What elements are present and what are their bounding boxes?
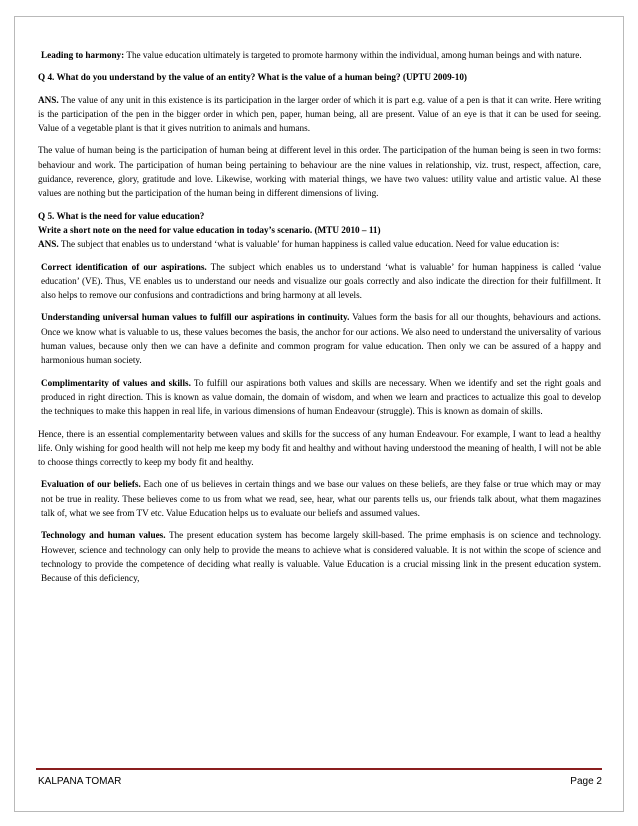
body-text: The value of any unit in this existence is its participation in the larger order of which it is part e.g. value of a pen is that it can write. Here writing is the participation of the pen in the bigger order in which pen, paper, human being, all are present. Value of an eye is that it can be used for seeing. Value of a vegetable plant is that it gives nutrition to animals and humans.	[38, 94, 601, 134]
paragraph-correct-identification	[38, 260, 601, 303]
lead-text: Leading to harmony:	[41, 50, 125, 60]
lead-text: Evaluation of our beliefs.	[41, 479, 141, 490]
lead-text: Correct identification of our aspirations.	[41, 261, 207, 272]
paragraph-evaluation-beliefs	[38, 477, 601, 520]
ans-label: ANS.	[38, 239, 59, 250]
question-5-subheading: Write a short note on the need for value education in today’s scenario. (MTU 2010 – 11)	[38, 224, 381, 235]
footer-rule	[36, 768, 602, 770]
question-5-block	[38, 209, 601, 252]
body-text: The subject which enables us to understand ‘what is valuable’ for human happiness is called ‘value education’ (VE). Thus, VE enables us to understand our needs and visualize our goals correctly and also indicate the direction for their fulfillment. It also helps to remove our confusions and contradictions and bring harmony at all levels.	[41, 261, 601, 301]
ans-label: ANS.	[38, 94, 59, 105]
answer-4-paragraph-2: The value of human being is the participation of human being at different level in this order. The participation of the human being is seen in two forms: behaviour and work. The participation of human being pertaining to behaviour are the nine values in relationship, viz. trust, respect, affection, care, guidance, reverence, glory, gratitude and love. Likewise, working with material things, we have two values: utility value and artistic value. Al these values are nothing but the participation of the human being in different dimensions of living.	[38, 145, 601, 199]
paragraph-technology-values	[38, 528, 601, 585]
body-text: The present education system has become largely skill-based. The prime emphasis is on science and technology. However, science and technology can only help to provide the means to achieve what is considered valuable. It is not within the scope of science and technology to provide the competence of deciding what really is valuable. Value Education is a crucial missing link in the present education system. Because of this deficiency,	[41, 530, 601, 584]
footer-author: KALPANA TOMAR	[38, 776, 122, 787]
lead-text: Complimentarity of values and skills.	[41, 377, 191, 388]
page-number: Page 2	[570, 776, 602, 787]
answer-4-paragraph-1	[38, 93, 601, 136]
body-text: The subject that enables us to understand ‘what is valuable’ for human happiness is called value education. Need for value education is:	[58, 239, 560, 250]
body-text: Values form the basis for all our thoughts, behaviours and actions. Once we know what is valuable to us, these values becomes the basis, the anchor for our actions. We also need to understand the universality of various human values, because only then we can have a definite and common program for value education. Then only we can be assured of a happy and harmonious human society.	[41, 312, 601, 366]
lead-text: Technology and human values.	[41, 530, 166, 541]
lead-text: Understanding universal human values to fulfill our aspirations in continuity.	[41, 312, 350, 323]
document-body	[38, 48, 601, 594]
paragraph-complementarity-example: Hence, there is an essential complementarity between values and skills for the success of any human Endeavour. For example, I want to lead a healthy life. Only wishing for good health will not help me keep my body fit and healthy and without having understood the meaning of health, I will not be able to choose things correctly to keep my body fit and healthy.	[38, 428, 601, 468]
question-4-heading: Q 4. What do you understand by the value of an entity? What is the value of a human being? (UPTU 2009-10)	[38, 72, 467, 83]
paragraph-leading-to-harmony	[38, 48, 601, 62]
body-text: To fulfill our aspirations both values and skills are necessary. When we identify and set the right goals and produced in right direction. This is known as value domain, the domain of wisdom, and when we learn and practices to actualize this goal to develop the techniques to make this happen in real life, in various dimensions of human Endeavour (struggle). This is known as domain of skills.	[41, 377, 601, 417]
question-5-heading: Q 5. What is the need for value education?	[38, 210, 205, 221]
paragraph-universal-values	[38, 310, 601, 367]
body-text: The value education ultimately is targeted to promote harmony within the individual, among human beings and with nature.	[124, 50, 582, 60]
body-text: Each one of us believes in certain things and we base our values on these beliefs, are they false or true which may or may not be true in reality. These believes come to us from what we read, see, hear, what our parents tells us, our friends talk about, what them magazines talk of, what we see from TV etc. Value Education helps us to evaluate our beliefs and assumed values.	[41, 479, 601, 519]
paragraph-complimentarity	[38, 376, 601, 419]
